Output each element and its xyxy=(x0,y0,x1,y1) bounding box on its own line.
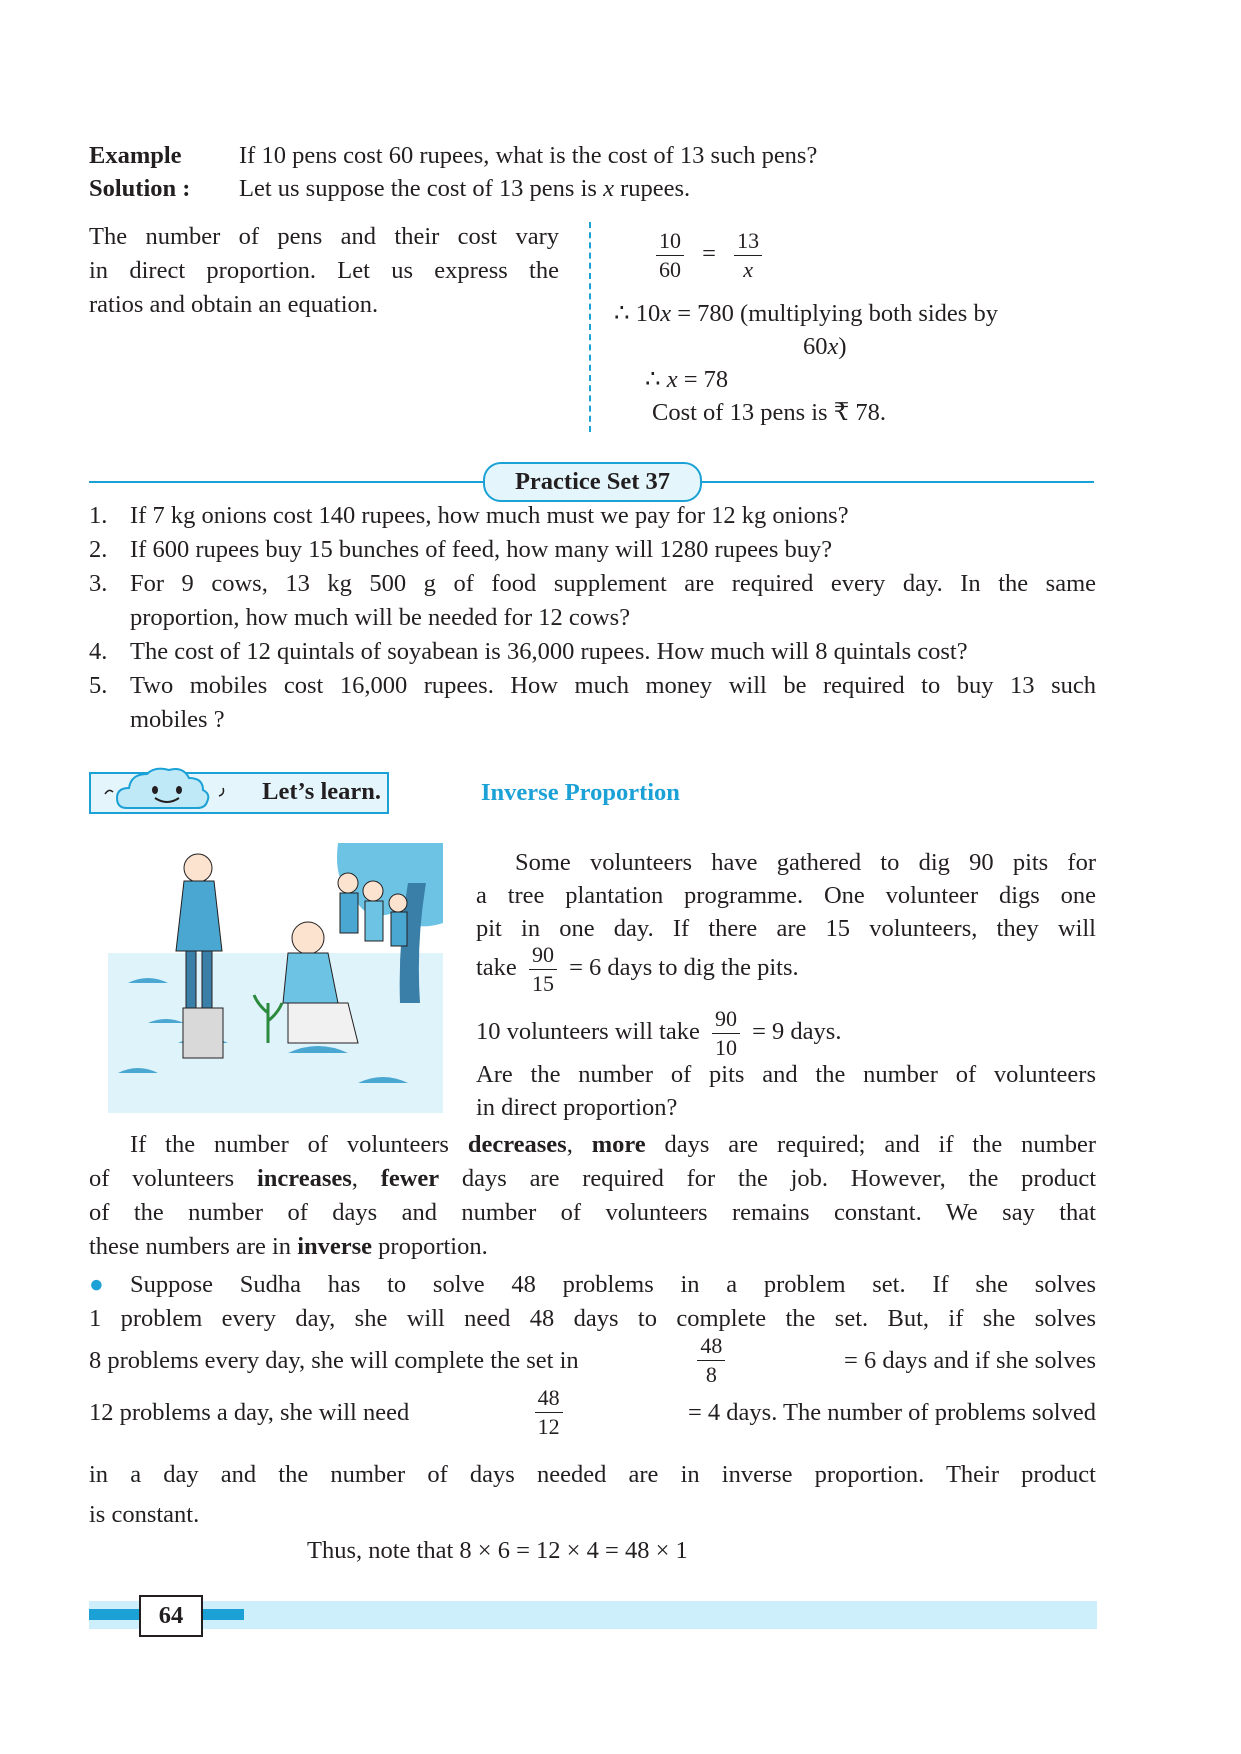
fraction: $\frac{10}{60}$ xyxy=(656,230,684,281)
volunteers-take-line: take $\frac{90}{15}$ = 6 days to dig the pits. xyxy=(476,942,799,996)
inverse-paragraph: If the number of volunteers decreases, more days are required; and if the number of volunteers increases, fewer days are required for the job. However, the product of the number of days and number of volunteers remains constant. We say that these numbers are in inverse proportion. xyxy=(89,1131,1097,1260)
list-item: 3. For 9 cows, 13 kg 500 g of food supplement are required every day. In the same proportion, how much will be needed for 12 cows? xyxy=(89,570,1096,631)
bullet-icon: ● xyxy=(89,1271,104,1298)
cloud-mascot-icon xyxy=(97,764,247,820)
sudha-frac-line-1: 8 problems every day, she will complete the set in $\frac{48}{8}$ = 6 days and if she solves xyxy=(89,1333,1096,1387)
lets-learn-box xyxy=(89,772,389,814)
explanation-line: The number of pens and their cost vary xyxy=(89,223,559,250)
equation-step3: ∴ x = 78 xyxy=(645,366,729,393)
sudha-conclusion: in a day and the number of days needed are in inverse proportion. Their product is constant. xyxy=(89,1461,1096,1528)
list-item: 1. If 7 kg onions cost 140 rupees, how much must we pay for 12 kg onions? xyxy=(89,502,849,529)
list-item: 2. If 600 rupees buy 15 bunches of feed, how many will 1280 rupees buy? xyxy=(89,536,833,563)
volunteers-paragraph: Some volunteers have gathered to dig 90 pits for a tree plantation programme. One volunteer digs one pit in one day. If there are 15 volunteers, they will xyxy=(476,849,1096,942)
explanation-line: ratios and obtain an equation. xyxy=(89,291,379,318)
practice-title-box xyxy=(483,462,702,502)
page-number: 64 xyxy=(139,1595,203,1637)
volunteers-ten-line: 10 volunteers will take $\frac{90}{10}$ = 9 days. xyxy=(476,1006,842,1060)
lets-learn-label: Let’s learn. xyxy=(262,778,381,805)
example-label: Example xyxy=(89,142,182,169)
dashed-divider xyxy=(589,222,591,432)
fraction: $\frac{13}{x}$ xyxy=(734,230,762,281)
example-block xyxy=(89,140,1099,205)
explanation-line: in direct proportion. Let us express the xyxy=(89,257,559,284)
solution-text: Let us suppose the cost of 13 pens is x rupees. xyxy=(239,174,691,202)
equation-step2: ∴ 10x = 780 (multiplying both sides by xyxy=(614,300,998,327)
practice-title: Practice Set 37 xyxy=(514,468,671,495)
sudha-frac-line-2: 12 problems a day, she will need $\frac{48}{12}$ = 4 days. The number of problems solved xyxy=(89,1385,1096,1439)
equation-frac-row xyxy=(650,230,768,281)
solution-label: Solution : xyxy=(89,174,191,202)
section-title: Inverse Proportion xyxy=(481,779,680,806)
list-item: 5. Two mobiles cost 16,000 rupees. How much money will be required to buy 13 such mobiles ? xyxy=(89,672,1096,733)
example-explanation xyxy=(89,220,559,322)
tree-planting-illustration-icon xyxy=(108,843,443,1113)
list-item: 4. The cost of 12 quintals of soyabean is 36,000 rupees. How much will 8 quintals cost? xyxy=(89,638,968,665)
volunteers-illustration xyxy=(108,843,443,1113)
equation-step2-cont: 60x) xyxy=(803,333,847,360)
practice-list xyxy=(89,499,1096,737)
example-question: If 10 pens cost 60 rupees, what is the cost of 13 such pens? xyxy=(239,142,818,169)
equation-step4: Cost of 13 pens is ₹ 78. xyxy=(652,399,887,426)
equals-sign: = xyxy=(702,240,716,268)
volunteers-question: Are the number of pits and the number of volunteers in direct proportion? xyxy=(476,1061,1096,1121)
fraction: $\frac{90}{10}$ xyxy=(712,1008,740,1059)
product-note: Thus, note that 8 × 6 = 12 × 4 = 48 × 1 xyxy=(307,1537,688,1564)
fraction: $\frac{48}{8}$ xyxy=(697,1335,725,1386)
fraction: $\frac{48}{12}$ xyxy=(535,1387,563,1438)
sudha-paragraph: ● Suppose Sudha has to solve 48 problems in a problem set. If she solves 1 problem every day, she will need 48 days to complete the set. But, if she solves xyxy=(89,1268,1096,1336)
fraction: $\frac{90}{15}$ xyxy=(529,944,557,995)
